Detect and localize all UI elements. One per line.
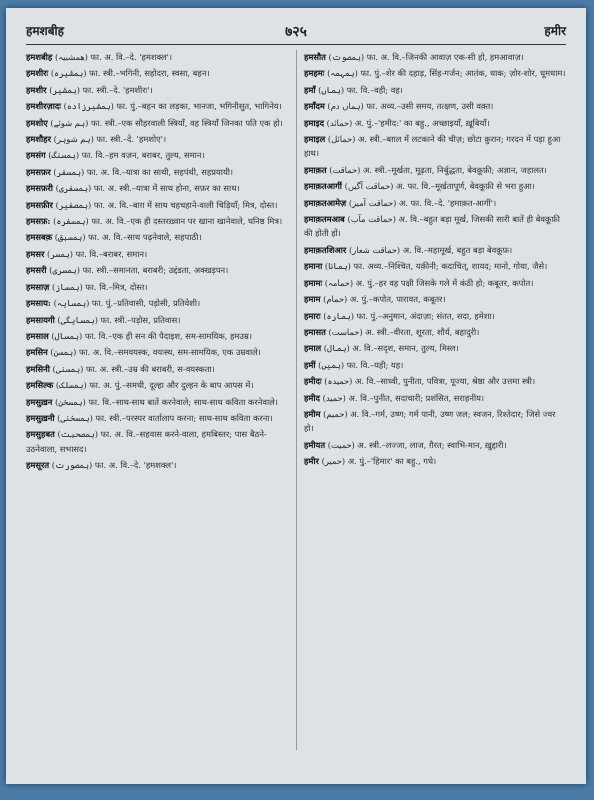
dictionary-entry (304, 132, 566, 161)
entry-definition: (ہمیں) फा. वि.–यही; यह। (318, 359, 404, 370)
entry-definition: (ہمسخنی) फा. स्त्री.–परस्पर वार्तालाप करना; साथ-साथ कविता करना। (57, 412, 273, 423)
dictionary-entry (26, 99, 288, 113)
entry-headword: हमसिनी (26, 363, 50, 374)
entry-definition: (حمائد) अ. पुं.–'हमीद:' का बहु., अच्छाइयाँ, ख़ूबियाँ। (326, 117, 490, 128)
entry-definition: (ہمشیرہ) फा. स्त्री.–भगिनी, सहोदरा, स्वसा, बहन। (50, 68, 210, 79)
left-column (26, 50, 288, 475)
right-column (304, 50, 566, 471)
entry-headword: हमाक़त (304, 164, 327, 175)
entry-definition: (ہم شوہر) फा. स्त्री.–दे. 'हमशोए'। (53, 134, 167, 145)
entry-definition: (ہمسخن) फा. वि.–साथ-साथ बातें करनेवाले; साथ-साथ कविता करनेवाले। (55, 396, 278, 407)
entry-definition: (ہمسبق) फा. अ. वि.–साथ पढ़नेवाले, सहपाठी। (54, 232, 202, 243)
entry-definition: (ہمسایہ) फा. पुं.–प्रतिवासी, पड़ोसी, प्रतिवेशी। (53, 298, 201, 309)
entry-definition: (ہمال) अ. वि.–सदृश, समान, तुल्य, मिस्ल। (323, 343, 459, 354)
entry-headword: हमसफ़ीर (26, 199, 53, 210)
entry-definition: (ہمصوت) फा. अ. वि.–जिनकी आवाज़ एक-सी हो, हमआवाज़। (328, 52, 524, 62)
column-divider (296, 50, 297, 750)
dictionary-entry (26, 132, 288, 146)
entry-headword: हमसुहबत (26, 429, 55, 440)
entry-headword: हमीयत (304, 439, 326, 450)
entry-definition: (حمامہ) अ. पुं.–हर वह पक्षी जिसके गले में कंठी हो; कबूतर, कपोत। (324, 277, 534, 288)
header-rule (26, 44, 566, 45)
entry-definition: (ہمصحبت) फा. अ. वि.–सहवास करने-वाला, हमबिस्तर; पास बैठने-उठनेवाला, सभासद। (26, 429, 267, 454)
entry-definition: (ہمساز) फा. वि.–मित्र, दोस्त। (51, 281, 148, 292)
entry-definition: (ہمسن) फा. अ. वि.–समवयस्क, वयःस्थ, सम-सामयिक, एक उम्रवाले। (50, 347, 261, 358)
entry-headword: हमाल (304, 343, 322, 354)
dictionary-entry (26, 345, 288, 359)
dictionary-entry (26, 230, 288, 244)
entry-headword: हमाक़तआमेज़ (304, 197, 347, 208)
entry-headword: हमसुख़न (26, 396, 53, 407)
entry-headword: हमशबीह (26, 52, 53, 62)
entry-definition: (حماقت شعار) अ. वि.–महामूर्ख, बहुत बड़ा बेवक़ूफ़। (348, 244, 513, 255)
entry-headword: हमसरी (26, 265, 47, 276)
dictionary-entry (26, 165, 288, 179)
entry-definition: (ہمسلک) फा. अ. पुं.–समधी, दूल्हा और दुल्हन के बाप आपस में। (55, 380, 254, 391)
entry-headword: हमसिल्क (26, 380, 54, 391)
entry-headword: हमसफ़री (26, 183, 53, 194)
entry-headword: हमीं (304, 359, 316, 370)
entry-headword: हमशीरज़ादः (26, 101, 61, 112)
entry-definition: (ہمسفرہ) फा. अ. वि.–एक ही दस्तरख़्वान पर खाना खानेवाले, घनिष्ठ मित्र। (53, 216, 283, 227)
entry-definition: (حمائل) अ. स्त्री.–बग़ल में लटकाने की चीज़; छोटा क़ुरान; गरदन में पड़ा हुआ हाथ। (304, 134, 561, 159)
dictionary-entry (304, 196, 566, 210)
entry-definition: (حماقت) अ. स्त्री.–मूर्खता, मूढ़ता, निर्बुद्धता, बेवक़ूफ़ी; अज्ञान, जहालत। (329, 164, 547, 175)
entry-headword: हमाक़तशिआर (304, 244, 347, 255)
dictionary-entry (304, 259, 566, 273)
entry-definition: (ہمانا) फा. अव्य.–निश्चित, यक़ीनी; कदाचित्, शायद; मानो, गोया, जैसे। (324, 261, 548, 272)
dictionary-entry (26, 411, 288, 425)
entry-headword: हमसूरत (26, 460, 50, 471)
entry-headword: हमसर (26, 248, 45, 259)
entry-definition: (ہماں) फा. वि.–वही; वह। (318, 84, 403, 95)
page-number: ७२५ (285, 24, 307, 40)
entry-definition: (حمیدہ) अ. वि.–साध्वी, पुनीता, पवित्रा, पूज्या, श्रेष्ठा और उत्तमा स्त्री। (324, 376, 536, 387)
entry-definition: (ہمسنی) फा. अ. स्त्री.–उम्र की बराबरी, स-वयस्कता। (52, 363, 215, 374)
entry-headword: हमाइल (304, 134, 326, 145)
dictionary-entry (26, 116, 288, 130)
entry-headword: हमाक़तमआब (304, 214, 345, 225)
dictionary-entry (304, 341, 566, 355)
entry-headword: हमाना (304, 261, 323, 272)
entry-headword: हमाँदम (304, 101, 325, 112)
entry-headword: हमीम (304, 408, 321, 419)
entry-definition: (حمید) अ. वि.–पुनीत, सदाचारी; प्रशंसित, सराहनीय। (322, 392, 485, 403)
entry-headword: हमसुख़नी (26, 412, 55, 423)
page-header (26, 22, 566, 42)
entry-definition: (حماقت مآب) अ. वि.–बहुत बड़ा मूर्ख, जिसकी सारी बातें ही बेवक़ूफ़ी की होती हों। (304, 214, 560, 239)
entry-headword: हमसफ़र (26, 166, 51, 177)
entry-headword: हमशीर (26, 84, 47, 95)
entry-definition: (حمام) अ. पुं.–कपोत, पारावत, कबूतर। (323, 294, 446, 305)
dictionary-entry (26, 313, 288, 327)
entry-headword: हमारः (304, 310, 321, 321)
entry-definition: (ہمارہ) फा. पुं.–अनुमान, अंदाज़ा; संतत, सदा, हमेशा। (323, 310, 495, 321)
dictionary-entry (26, 296, 288, 310)
dictionary-entry (304, 391, 566, 405)
entry-definition: (ہم شوئے) फा. स्त्री.–एक सौहरवाली स्त्रियाँ, वह स्त्रियाँ जिनका पति एक हो। (50, 117, 283, 128)
entry-definition: (حمیت) अ. स्त्री.–लज्जा, लाज, ग़ैरत; स्वाभि-मान, ख़ुद्दारी। (327, 439, 507, 450)
entry-headword: हमहमः (304, 68, 325, 79)
entry-definition: (ہمشیر) फा. स्त्री.–दे. 'हमशीरः'। (49, 84, 153, 95)
dictionary-entry (304, 454, 566, 468)
dictionary-entry (304, 309, 566, 323)
dictionary-entry (304, 179, 566, 193)
dictionary-entry (304, 276, 566, 290)
entry-definition: (حمیم) अ. वि.–गर्म, उष्ण; गर्म पानी, उष्ण जल; स्वजन, रिश्तेदार; जिसे ज्वर हो। (304, 408, 556, 434)
entry-definition: (ہمسایگی) फा. स्त्री.–पड़ोस, प्रतिवास। (57, 314, 181, 325)
dictionary-entry (26, 247, 288, 261)
header-right-guideword: हमीर (544, 24, 566, 38)
entry-headword: हमामः (304, 277, 323, 288)
entry-definition: (حماقت آمیز) अ. फा. वि.–दे. 'हमाक़त-आगीं'। (348, 197, 497, 208)
dictionary-entry (26, 83, 288, 97)
entry-headword: हमशौहर (26, 134, 51, 145)
entry-headword: हमसिन (26, 347, 48, 358)
dictionary-entry (26, 181, 288, 195)
entry-definition: (ہمسفر) फा. अ. वि.–यात्रा का साथी, सहपंथी, सहप्रयायी। (53, 166, 234, 177)
dictionary-entry (304, 66, 566, 80)
dictionary-entry (304, 50, 566, 64)
entry-headword: हमसंग (26, 150, 46, 161)
entry-definition: (ہمسری) फा. स्त्री.–समानता, बराबरी; उद्दंडता, अक्खड़पन। (49, 265, 229, 276)
dictionary-entry (26, 280, 288, 294)
entry-definition: (ہمسفری) फा. अ. स्त्री.–यात्रा में साथ होना, सफ़र का साथ। (55, 183, 240, 194)
entry-headword: हमाँ (304, 84, 316, 95)
entry-definition: (ہمہمہ) फा. पुं.–शेर की दहाड़, सिंह-गर्जन; आतंक, धाक; ज़ोर-शोर, धूमधाम। (327, 68, 566, 79)
dictionary-entry (26, 329, 288, 343)
entry-headword: हमसाल (26, 330, 49, 341)
dictionary-entry (304, 325, 566, 339)
entry-headword: हमीदः (304, 376, 322, 387)
entry-definition: (همشبیہ) फा. अ. वि.–दे. 'हमशक्ल'। (54, 52, 173, 62)
entry-definition: (حماست) अ. स्त्री.–वीरता, शूरता, शौर्य, बहादुरी। (328, 326, 480, 337)
entry-headword: हमीद (304, 392, 320, 403)
entry-headword: हमशीरः (26, 68, 49, 79)
dictionary-entry (304, 212, 566, 241)
dictionary-entry (304, 99, 566, 113)
entry-definition: (ہمصفیر) फा. अ. वि.–बाग़ में साथ चहचहाने-वाली चिड़ियाँ; मित्र, दोस्त। (55, 199, 278, 210)
entry-headword: हमासत (304, 326, 326, 337)
dictionary-entry (26, 263, 288, 277)
entry-headword: हमाम (304, 294, 321, 305)
entry-headword: हमसौत (304, 52, 326, 62)
entry-definition: (ہماں دم) फा. अव्य.–उसी समय, तत्क्षण, उसी वक़्त। (327, 101, 494, 112)
dictionary-entry (26, 66, 288, 80)
entry-definition: (ہمسر) फा. वि.–बराबर, समान। (47, 248, 148, 259)
dictionary-entry (26, 378, 288, 392)
dictionary-entry (304, 358, 566, 372)
header-left-guideword: हमशबीह (26, 24, 65, 38)
entry-headword: हमसबक़ (26, 232, 53, 243)
dictionary-entry (26, 427, 288, 456)
entry-definition: (ہمسال) फा. वि.–एक ही सन की पैदाइश, सम-सामयिक, हमउम्र। (51, 330, 252, 341)
entry-headword: हमसफ़: (26, 216, 51, 227)
dictionary-entry (26, 198, 288, 212)
entry-definition: (ہمسنگ) फा. वि.–हम वज़न, बराबर, तुल्य, समान। (48, 150, 205, 161)
entry-headword: हमीर (304, 456, 319, 467)
dictionary-entry (304, 116, 566, 130)
dictionary-entry (304, 438, 566, 452)
dictionary-entry (304, 83, 566, 97)
entry-headword: हमाइद (304, 117, 324, 128)
entry-definition: (حمیر) अ. पुं.–'हिमार' का बहु., गधे। (321, 456, 437, 467)
entry-headword: हमसायगी (26, 314, 55, 325)
dictionary-entry (26, 214, 288, 228)
dictionary-page (6, 8, 586, 784)
dictionary-entry (26, 362, 288, 376)
entry-definition: (ہمشیرزادہ) फा. पुं.–बहन का लड़का, भानजा, भगिनीसुत, भागिनेय। (63, 101, 282, 112)
entry-definition: (ہمصورت) फा. अ. वि.–दे. 'हमशक्ल'। (51, 460, 177, 471)
entry-headword: हमसाज़ (26, 281, 50, 292)
dictionary-entry (304, 374, 566, 388)
entry-headword: हमसाय: (26, 298, 51, 309)
dictionary-entry (26, 458, 288, 472)
dictionary-entry (26, 148, 288, 162)
dictionary-entry (304, 292, 566, 306)
dictionary-entry (26, 50, 288, 64)
entry-headword: हमाक़तआगीं (304, 181, 342, 192)
dictionary-entry (304, 243, 566, 257)
dictionary-entry (304, 163, 566, 177)
dictionary-entry (304, 407, 566, 436)
entry-definition: (حماقت آگیں) अ. फा. वि.–मूर्खतापूर्ण, बेवक़ूफ़ी से भरा हुआ। (344, 181, 535, 192)
entry-headword: हमशोए (26, 117, 48, 128)
dictionary-entry (26, 395, 288, 409)
